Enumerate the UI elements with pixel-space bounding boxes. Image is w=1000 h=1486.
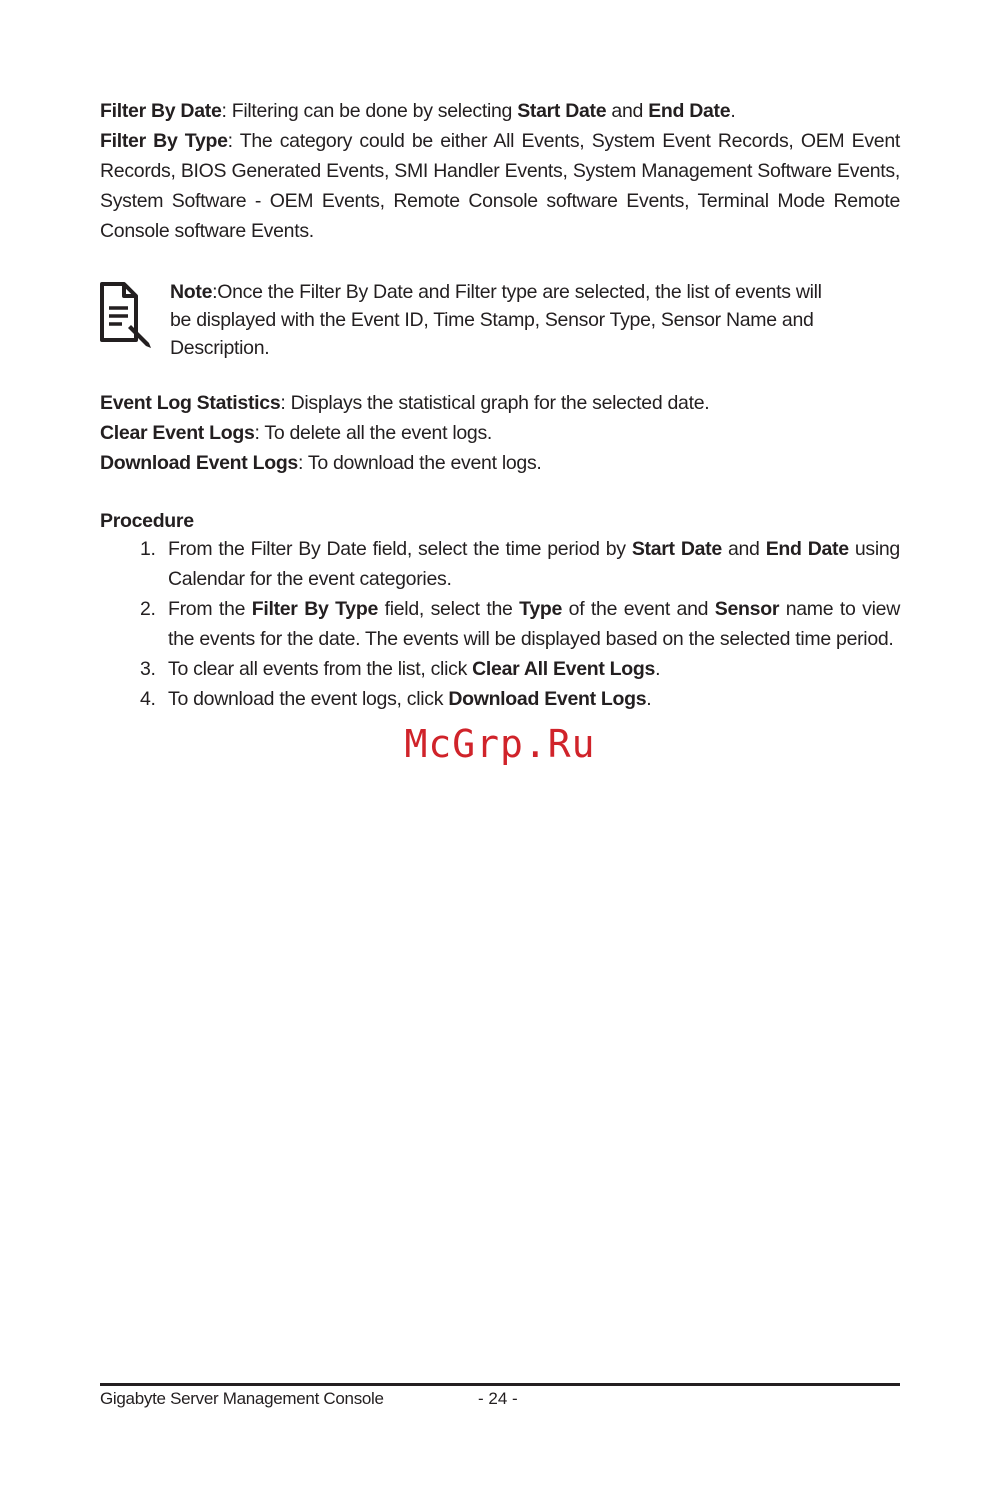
step-bold-term: Sensor <box>714 598 780 620</box>
note-label: Note <box>170 281 213 303</box>
step-text: . <box>655 658 661 680</box>
filter-by-date-label: Filter By Date <box>100 100 222 122</box>
note-block <box>98 278 838 368</box>
step-text: name to view the events for the date. The events will be displayed based on the selected time period. <box>168 598 900 650</box>
step-text: To clear all events from the list, click <box>168 658 473 680</box>
filter-by-date-paragraph <box>100 96 900 126</box>
note-line-1-text: :Once the Filter By Date and Filter type are selected, the list of events will <box>212 281 822 303</box>
filter-by-type-text: : The category could be either All Events, System Event Records, OEM Event Records, BIOS Generated Events, SMI Handler Events, System Management Software Events, System Software - OEM Events, Remote Console software Events, Terminal Mode Remote Console software Events. <box>100 130 900 242</box>
procedure-heading: Procedure <box>100 510 194 532</box>
filter-by-date-period: . <box>730 100 736 122</box>
procedure-step-4 <box>100 684 900 714</box>
step-bold-term: Filter By Type <box>251 598 378 620</box>
note-text <box>170 278 850 362</box>
note-line-2: be displayed with the Event ID, Time Stamp, Sensor Type, Sensor Name and <box>170 309 814 331</box>
note-line-1 <box>170 278 850 306</box>
step-text: and <box>721 538 766 560</box>
step-number: 4. <box>140 688 156 710</box>
download-event-logs-label: Download Event Logs <box>100 452 298 474</box>
step-bold-term: Download Event Logs <box>448 688 647 710</box>
filter-by-date-connector: and <box>606 100 649 122</box>
step-text: field, select the <box>378 598 520 620</box>
clear-event-logs-text: : To delete all the event logs. <box>254 422 493 444</box>
download-event-logs-text: : To download the event logs. <box>297 452 542 474</box>
clear-event-logs-definition <box>100 418 900 448</box>
step-number: 1. <box>140 538 156 560</box>
step-number: 2. <box>140 598 156 620</box>
footer-document-title: Gigabyte Server Management Console <box>100 1389 384 1408</box>
step-text: From the <box>168 598 252 620</box>
event-log-statistics-label: Event Log Statistics <box>100 392 281 414</box>
procedure-steps <box>100 534 900 714</box>
clear-event-logs-label: Clear Event Logs <box>100 422 255 444</box>
procedure-step-2 <box>100 594 900 654</box>
start-date-term: Start Date <box>517 100 607 122</box>
step-bold-term: Clear All Event Logs <box>472 658 656 680</box>
step-number: 3. <box>140 658 156 680</box>
note-document-pencil-icon <box>98 278 156 352</box>
event-log-statistics-text: : Displays the statistical graph for the selected date. <box>280 392 710 414</box>
filter-by-type-label: Filter By Type <box>100 130 228 152</box>
footer-rule <box>100 1383 900 1386</box>
watermark: McGrp.Ru <box>404 722 596 766</box>
download-event-logs-definition <box>100 448 900 478</box>
step-bold-term: Start Date <box>631 538 722 560</box>
footer-page-number: - 24 - <box>478 1389 518 1408</box>
step-text: of the event and <box>562 598 715 620</box>
end-date-term: End Date <box>648 100 731 122</box>
note-line-3: Description. <box>170 337 270 359</box>
step-text: . <box>646 688 652 710</box>
procedure-step-1 <box>100 534 900 594</box>
step-text: From the Filter By Date field, select the time period by <box>168 538 632 560</box>
filter-by-date-text: : Filtering can be done by selecting <box>221 100 518 122</box>
step-text: To download the event logs, click <box>168 688 449 710</box>
step-bold-term: Type <box>519 598 563 620</box>
procedure-step-3 <box>100 654 900 684</box>
event-log-statistics-definition <box>100 388 900 418</box>
filter-by-type-paragraph <box>100 126 900 246</box>
step-bold-term: End Date <box>765 538 849 560</box>
step-text: using Calendar for the event categories. <box>168 538 900 590</box>
